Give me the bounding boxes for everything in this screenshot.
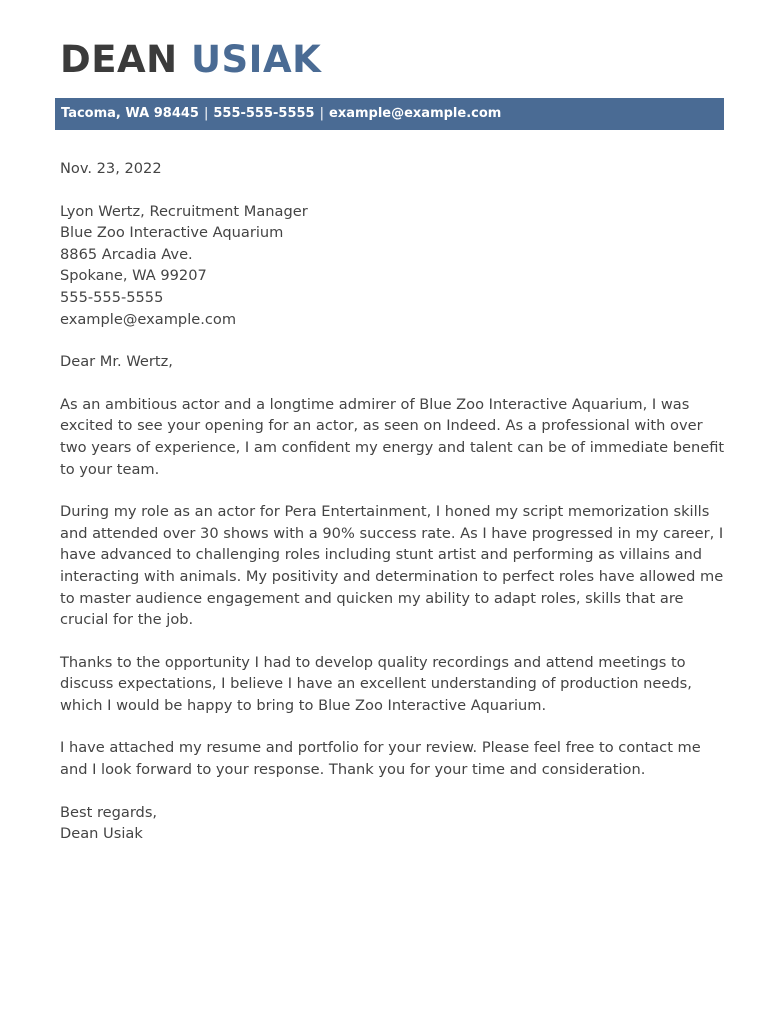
body-paragraph: I have attached my resume and portfolio for your review. Please feel free to contact me and I look forward to your response. Thank you for your time and consideration.: [60, 739, 701, 779]
closing-phrase: Best regards,: [60, 803, 158, 821]
applicant-name: [60, 38, 321, 82]
contact-location: Tacoma, WA 98445: [61, 106, 199, 121]
body-paragraph: As an ambitious actor and a longtime admirer of Blue Zoo Interactive Aquarium, I was excited to see your opening for an actor, as seen on Indeed. As a professional with over two years of experience, I am confident my energy and talent can be of immediate benefit to your team.: [60, 395, 725, 478]
recipient-email[interactable]: example@example.com: [60, 310, 237, 328]
recipient-city-state-zip: Spokane, WA 99207: [60, 267, 207, 285]
recipient-company: Blue Zoo Interactive Aquarium: [60, 224, 284, 242]
contact-email[interactable]: example@example.com: [329, 106, 502, 121]
contact-phone: 555-555-5555: [213, 106, 315, 121]
letter-date: Nov. 23, 2022: [60, 160, 162, 177]
contact-bar: [55, 98, 724, 130]
recipient-street: 8865 Arcadia Ave.: [60, 245, 193, 263]
letter-body: [60, 158, 728, 845]
first-name: DEAN: [60, 38, 178, 81]
last-name: USIAK: [190, 38, 322, 81]
recipient-phone: 555-555-5555: [60, 288, 164, 306]
recipient-block: [60, 201, 728, 331]
body-paragraph: During my role as an actor for Pera Entertainment, I honed my script memorization skills and attended over 30 shows with a 90% success rate. As I have progressed in my career, I have advanced to challenging roles including stunt artist and performing as villains and interacting with animals. My positivity and determination to perfect roles have allowed me to master audience engagement and quicken my ability to adapt roles, skills that are crucial for the job.: [60, 503, 724, 629]
recipient-name-title: Lyon Wertz, Recruitment Manager: [60, 202, 308, 220]
body-paragraph: Thanks to the opportunity I had to develop quality recordings and attend meetings to discuss expectations, I believe I have an excellent understanding of production needs, which I would be happy to bring to Blue Zoo Interactive Aquarium.: [60, 653, 692, 714]
contact-separator: |: [203, 106, 209, 121]
closing-block: [60, 802, 728, 845]
contact-separator: |: [319, 106, 324, 121]
signature-name: Dean Usiak: [60, 825, 143, 843]
salutation: Dear Mr. Wertz,: [60, 353, 173, 371]
